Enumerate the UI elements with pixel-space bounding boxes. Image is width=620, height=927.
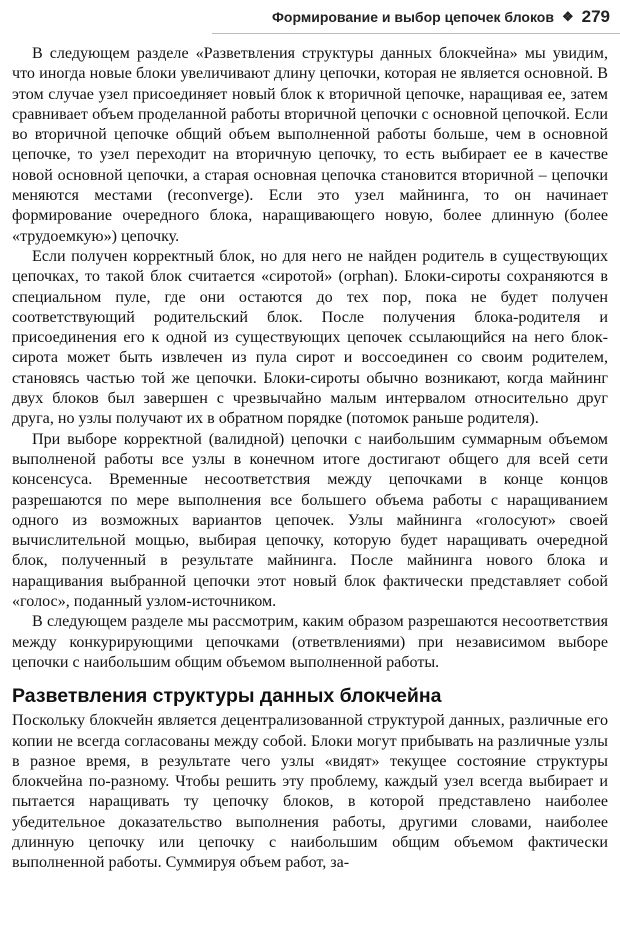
paragraph-reconverge: В следующем разделе «Разветвления структуры данных блокчейна» мы увидим, что иногда новые блоки увеличивают длину цепочки, которая не является основной. В этом случае узел присоединяет новый блок к вторичной цепочке, наращивая ее, затем сравнивает объем проделанной работы вторичной цепочки с основной цепочкой. Если во вторичной цепочке общий объем выполненной работы больше, чем в основной цепочке, то узел переходит на вторичную цепочку, то есть выбирает ее в качестве новой основной цепочки, а старая основная цепочка становится вторичной – цепочки меняются местами (reconverge). Если это узел майнинга, то он начинает формирование очередного блока, наращивающего новую, более длинную (более «трудоемкую») цепочку. [12,45,608,245]
running-title: Формирование и выбор цепочек блоков [271,8,554,25]
paragraph-next-section: В следующем разделе мы рассмотрим, каким образом разрешаются несоответствия между конкурирующими цепочками (ответвлениями) при независимом выборе цепочки с наибольшим общим объемом выполненной работы. [12,613,608,671]
section-heading: Разветвления структуры данных блокчейна [12,685,442,708]
running-header [212,0,620,34]
paragraph-forks-intro: Поскольку блокчейн является децентрализованной структурой данных, различные его копии не всегда согласованы между собой. Блоки могут прибывать на различные узлы в разное время, в результате чего узлы «видят» текущее состояние структуры блокчейна по-разному. Чтобы решить эту проблему, каждый узел всегда выбирает и пытается наращивать ту цепочку блоков, в которой представлено наиболее убедительное доказательство выполнения работы, другими словами, наиболее длинную цепочку или цепочку с наибольшим общим объемом фактически выполненной работы. Суммируя объем работ, за- [12,712,608,872]
paragraph-orphan-blocks: Если получен корректный блок, но для него не найден родитель в существующих цепочках, то такой блок считается «сиротой» (orphan). Блоки-сироты сохраняются в специальном пуле, где они остаются до тех пор, пока не будет получен соответствующий родительский блок. После получения блока-родителя и присоединения его к одной из существующих цепочек ссылающийся на него блок-сирота может быть извлечен из пула сирот и воссоединен со своим родителем, становясь частью той же цепочки. Блоки-сироты обычно возникают, когда майнинг двух блоков был завершен с чрезвычайно малым интервалом относительно друг друга, но узлы получают их в обратном порядке (потомок раньше родителя). [12,247,608,428]
paragraph-consensus: При выборе корректной (валидной) цепочки с наибольшим суммарным объемом выполненой работы все узлы в конечном итоге достигают общего для всей сети консенсуса. Временные несоответствия между цепочками в конце концов разрешаются по мере выполнения все большего объема работы с наращиванием одного из возможных вариантов цепочек. Узлы майнинга «голосуют» своей вычислительной мощью, выбирая цепочку, которую будет наращивать очередной блок, полученный в результате майнинга. После майнинга нового блока и наращивания выбранной цепочки этот новый блок фактически представляет собой «голос», поданный узлом-источником. [12,430,608,611]
page-number: 279 [581,6,610,26]
diamond-separator-icon: ❖ [561,8,574,24]
